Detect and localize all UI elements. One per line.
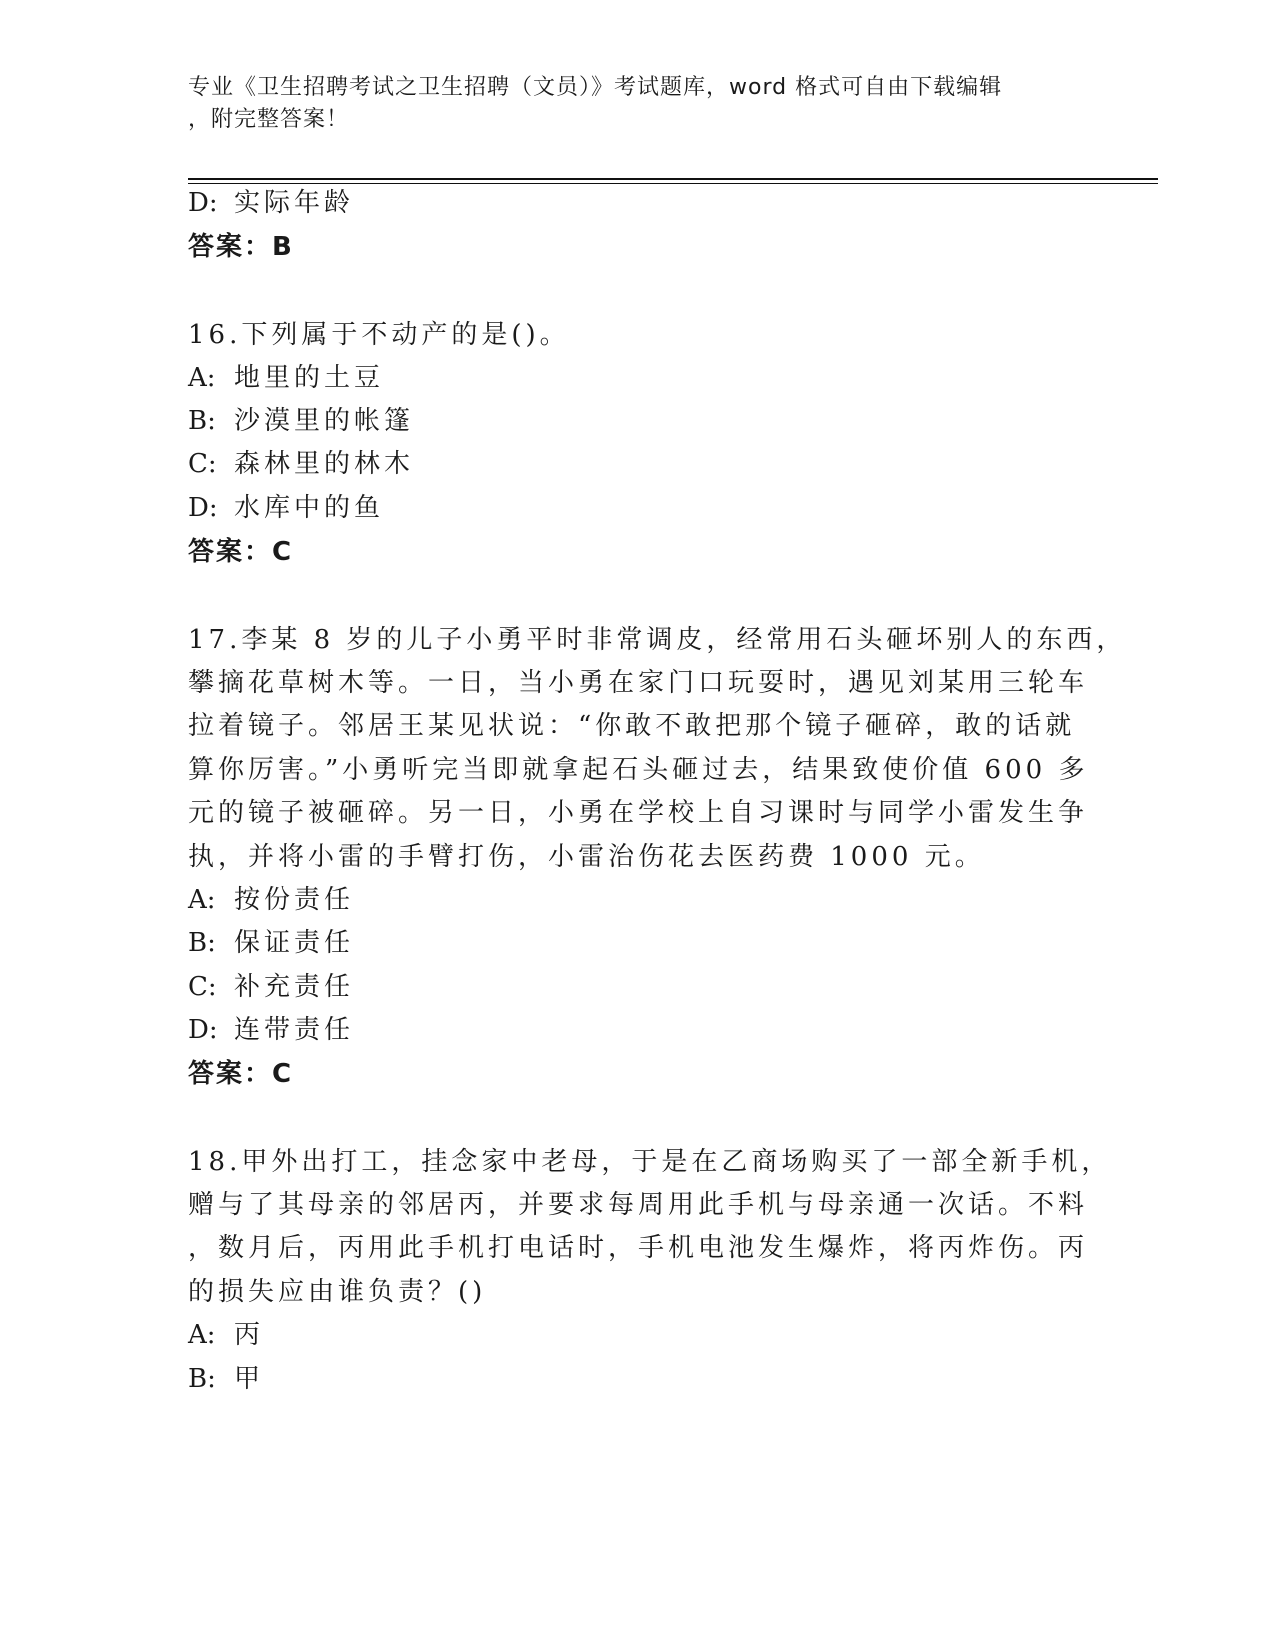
prev-option-d bbox=[188, 186, 354, 220]
q17-answer: 答案：C bbox=[188, 1059, 294, 1089]
header-line-2: ，附完整答案！ bbox=[188, 107, 350, 132]
q17-stem-line: 元的镜子被砸碎。另一日，小勇在学校上自习课时与同学小雷发生争 bbox=[188, 798, 1089, 828]
option-text: 沙漠里的帐篷 bbox=[234, 406, 415, 436]
prev-answer: 答案：B bbox=[188, 232, 294, 262]
q16-stem: 16.下列属于不动产的是()。 bbox=[188, 320, 570, 350]
option-text: 连带责任 bbox=[234, 1015, 355, 1045]
option-key: D: bbox=[188, 188, 218, 218]
header-divider-thick bbox=[188, 178, 1158, 180]
document-header bbox=[188, 72, 1088, 136]
q18-option-a bbox=[188, 1318, 264, 1352]
q18-stem-line: ，数月后，丙用此手机打电话时，手机电池发生爆炸，将丙炸伤。丙 bbox=[188, 1233, 1089, 1263]
q17-stem-line: 攀摘花草树木等。一日，当小勇在家门口玩耍时，遇见刘某用三轮车 bbox=[188, 668, 1089, 698]
option-text: 实际年龄 bbox=[234, 188, 355, 218]
q17-option-d bbox=[188, 1013, 354, 1047]
option-text: 甲 bbox=[234, 1364, 265, 1394]
q17-stem-line: 拉着镜子。邻居王某见状说：“你敢不敢把那个镜子砸碎，敢的话就 bbox=[188, 711, 1076, 741]
option-key: B: bbox=[188, 928, 216, 958]
option-text: 保证责任 bbox=[234, 928, 355, 958]
q17-option-c bbox=[188, 970, 354, 1004]
option-text: 地里的土豆 bbox=[234, 363, 385, 393]
option-key: D: bbox=[188, 1015, 218, 1045]
option-text: 按份责任 bbox=[234, 885, 355, 915]
option-text: 水库中的鱼 bbox=[234, 493, 385, 523]
option-key: A: bbox=[188, 1320, 216, 1350]
q18-stem-line: 赠与了其母亲的邻居丙，并要求每周用此手机与母亲通一次话。不料 bbox=[188, 1190, 1089, 1220]
option-key: A: bbox=[188, 363, 216, 393]
q16-option-d bbox=[188, 491, 384, 525]
option-text: 丙 bbox=[234, 1320, 265, 1350]
option-text: 补充责任 bbox=[234, 972, 355, 1002]
option-key: B: bbox=[188, 1364, 216, 1394]
q17-stem-line: 17.李某 8 岁的儿子小勇平时非常调皮，经常用石头砸坏别人的东西， bbox=[188, 625, 1127, 655]
option-key: B: bbox=[188, 406, 216, 436]
option-key: A: bbox=[188, 885, 216, 915]
q18-stem-line: 的损失应由谁负责？() bbox=[188, 1277, 487, 1307]
option-text: 森林里的林木 bbox=[234, 449, 415, 479]
q16-option-a bbox=[188, 361, 384, 395]
q16-answer: 答案：C bbox=[188, 537, 294, 567]
option-key: C: bbox=[188, 449, 217, 479]
q17-option-b bbox=[188, 926, 354, 960]
q18-stem-line: 18.甲外出打工，挂念家中老母，于是在乙商场购买了一部全新手机， bbox=[188, 1147, 1112, 1177]
header-line-1: 专业《卫生招聘考试之卫生招聘（文员）》考试题库，word 格式可自由下载编辑 bbox=[188, 75, 1003, 100]
q17-option-a bbox=[188, 883, 354, 917]
q16-option-b bbox=[188, 404, 414, 438]
q17-stem-line: 算你厉害。”小勇听完当即就拿起石头砸过去，结果致使价值 600 多 bbox=[188, 755, 1089, 785]
q17-stem-line: 执，并将小雷的手臂打伤，小雷治伤花去医药费 1000 元。 bbox=[188, 842, 985, 872]
option-key: C: bbox=[188, 972, 217, 1002]
option-key: D: bbox=[188, 493, 218, 523]
header-divider-thin bbox=[188, 183, 1158, 184]
q18-option-b bbox=[188, 1362, 264, 1396]
q16-option-c bbox=[188, 447, 414, 481]
